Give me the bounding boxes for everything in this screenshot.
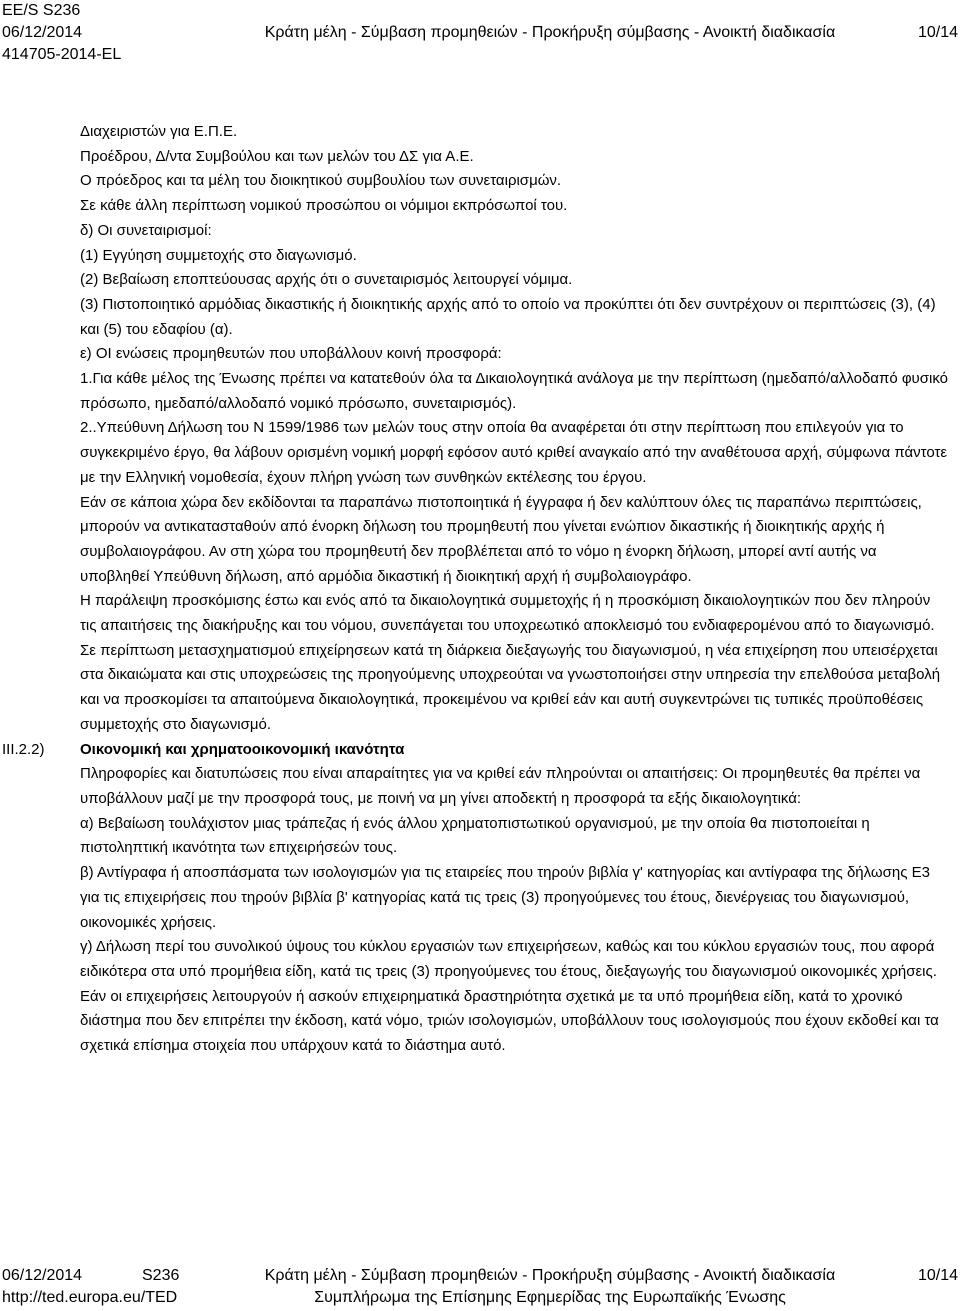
paragraph: γ) Δήλωση περί του συνολικού ύψους του κύκλου εργασιών των επιχειρήσεων, καθώς και του κύκλου εργασιών τους, που αφορά ειδικότερα στα υπό προμήθεια είδη, κατά τις τρεις (3) προηγούμενες του έτους, διεξαγωγής του διαγωνισμού οικονομικές χρήσεις. — [80, 938, 937, 980]
footer-series: S236 — [142, 1267, 180, 1284]
header-page-number: 10/14 — [917, 24, 958, 41]
paragraph: δ) Οι συνεταιρισμοί: — [80, 221, 212, 239]
footer-date: 06/12/2014 — [2, 1267, 83, 1284]
paragraph: 1.Για κάθε μέλος της Ένωσης πρέπει να κατατεθούν όλα τα Δικαιολογητικά ανάλογα με την περίπτωση (ημεδαπό/αλλοδαπό φυσικό πρόσωπο, ημεδαπό/αλλοδαπό νομικό πρόσωπο, συνεταιρισμός). — [80, 370, 949, 412]
paragraph: β) Αντίγραφα ή αποσπάσματα των ισολογισμών για τις εταιρείες που τηρούν βιβλία γ' κατηγορίας και αντίγραφα της δήλωσης Ε3 για τις επιχειρήσεις που τηρούν βιβλία β' κατηγορίας κατά τις τρεις (3) προηγούμενες του έτους, διενέργειας του διαγωνισμού, οικονομικές χρήσεις. — [80, 864, 930, 931]
paragraph: Πληροφορίες και διατυπώσεις που είναι απαραίτητες για να κριθεί εάν πληρούνται οι απαιτήσεις: Οι προμηθευτές θα πρέπει να υποβάλλουν μαζί με την προσφορά τους, με ποινή να μη γίνει αποδεκτή η προσφορά τα εξής δικαιολογητικά: — [80, 765, 921, 807]
paragraph: α) Βεβαίωση τουλάχιστον μιας τράπεζας ή ενός άλλου χρηματοπιστωτικού οργανισμού, με την οποία θα πιστοποιείται η πιστοληπτική ικανότητα των επιχειρήσεών τους. — [80, 814, 870, 857]
paragraph: Προέδρου, Δ/ντα Συμβούλου και των μελών του ΔΣ για Α.Ε. — [80, 147, 474, 165]
doc-code: EE/S S236 — [2, 2, 81, 19]
paragraph: Ο πρόεδρος και τα μέλη του διοικητικού συμβουλίου των συνεταιρισμών. — [80, 172, 562, 190]
notice-id: 414705-2014-EL — [2, 46, 122, 63]
paragraph: Διαχειριστών για Ε.Π.Ε. — [80, 123, 238, 140]
paragraph: Εάν οι επιχειρήσεις λειτουργούν ή ασκούν επιχειρηματικά δραστηριότητα σχετικά με τα υπό προμήθεια είδη, κατά το χρονικό διάστημα που δεν επιτρέπει την έκδοση, κατά νόμο, τριών ισολογισμών, υποβάλλουν τους ισολογισμούς που έχουν εκδοθεί και τα σχετικά επίσημα στοιχεία που υπάρχουν κατά το διάστημα αυτό. — [80, 987, 939, 1055]
paragraph: Εάν σε κάποια χώρα δεν εκδίδονται τα παραπάνω πιστοποιητικά ή έγγραφα ή δεν καλύπτουν όλες τις παραπάνω περιπτώσεις, μπορούν να αντικατασταθούν από ένορκη δήλωση του προμηθευτή που γίνεται ενώπιον δικαστικής ή διοικητικής αρχής ή συμβολαιογράφου. Αν στη χώρα του προμηθευτή δεν προβλέπεται από το νόμο η ένορκη δήλωση, μπορεί αντί αυτής να υποβληθεί Υπεύθυνη δήλωση, από αρμόδια δικαστική ή διοικητική αρχή ή συμβολαιογράφο. — [80, 493, 922, 585]
paragraph: (2) Βεβαίωση εποπτεύουσας αρχής ότι ο συνεταιρισμός λειτουργεί νόμιμα. — [80, 271, 573, 289]
document-body — [80, 120, 948, 1059]
paragraph: ε) ΟΙ ενώσεις προμηθευτών που υποβάλλουν κοινή προσφορά: — [80, 345, 502, 363]
footer-title: Κράτη μέλη - Σύμβαση προμηθειών - Προκήρυξη σύμβασης - Ανοικτή διαδικασία — [264, 1267, 836, 1284]
section-number: III.2.2) — [2, 740, 45, 758]
footer-page-number: 10/14 — [917, 1267, 958, 1284]
paragraph: 2..Υπεύθυνη Δήλωση του Ν 1599/1986 των μελών τους στην οποία θα αναφέρεται ότι στην περίπτωση που επιλεγούν για το συγκεκριμένο έργο, θα λάβουν ορισμένη νομική μορφή εφόσον αυτό κριθεί αναγκαίο από την αναθέτουσα αρχή, σύμφωνα πάντοτε με την Ελληνική νομοθεσία, έχουν πλήρη γνώση των συνθηκών εκτέλεσης του έργου. — [80, 419, 948, 486]
header-title: Κράτη μέλη - Σύμβαση προμηθειών - Προκήρυξη σύμβασης - Ανοικτή διαδικασία — [264, 24, 836, 41]
header-date: 06/12/2014 — [2, 24, 83, 41]
page-footer — [2, 1265, 958, 1309]
footer-journal: Συμπλήρωμα της Επίσημης Εφημερίδας της Ευρωπαϊκής Ένωσης — [314, 1289, 786, 1306]
page-header — [2, 0, 958, 66]
paragraph: (3) Πιστοποιητικό αρμόδιας δικαστικής ή διοικητικής αρχής από το οποίο να προκύπτει ότι δεν συντρέχουν οι περιπτώσεις (3), (4) και (5) του εδαφίου (α). — [80, 295, 936, 338]
footer-url[interactable]: http://ted.europa.eu/TED — [2, 1289, 178, 1306]
paragraph: Σε κάθε άλλη περίπτωση νομικού προσώπου οι νόμιμοι εκπρόσωποί του. — [80, 197, 568, 215]
paragraph: Σε περίπτωση μετασχηματισμού επιχείρησεων κατά τη διάρκεια διεξαγωγής του διαγωνισμού, η νέα επιχείρηση που υπεισέρχεται στα δικαιώματα και στις υποχρεώσεις της προηγούμενης υποχρεούται να γνωστοποιήσει στην υπηρεσία την επελθούσα μεταβολή και να προσκομίσει τα απαιτούμενα δικαιολογητικά, προκειμένου να κριθεί εάν και αυτή συγκεντρώνει τις τυπικές προϋποθέσεις συμμετοχής στο διαγωνισμό. — [80, 641, 941, 733]
paragraph: (1) Εγγύηση συμμετοχής στο διαγωνισμό. — [80, 246, 357, 264]
paragraph: Η παράλειψη προσκόμισης έστω και ενός από τα δικαιολογητικά συμμετοχής ή η προσκόμιση δικαιολογητικών που δεν πληρούν τις απαιτήσεις της διακήρυξης και του νόμου, συνεπάγεται του υποχρεωτικό αποκλεισμό του ενδιαφερομένου από το διαγωνισμό. — [80, 592, 935, 635]
section-title: Οικονομική και χρηματοοικονομική ικανότητα — [80, 740, 405, 758]
